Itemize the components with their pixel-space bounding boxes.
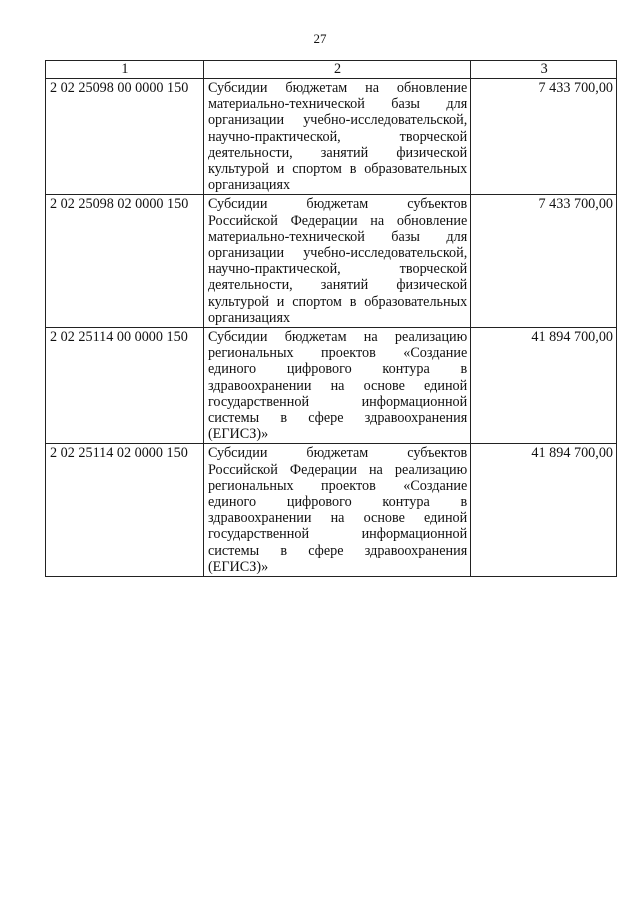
table-row: [46, 195, 617, 328]
column-header-description: 2: [203, 61, 470, 79]
revenue-amount: 41 894 700,00: [471, 328, 617, 444]
revenue-code: 2 02 25098 02 0000 150: [46, 195, 204, 328]
table-header-row: [46, 61, 617, 79]
budget-revenue-table: [45, 60, 617, 577]
column-header-amount: 3: [471, 61, 617, 79]
revenue-code: 2 02 25114 00 0000 150: [46, 328, 204, 444]
revenue-code: 2 02 25098 00 0000 150: [46, 79, 204, 195]
page-number: 27: [313, 31, 327, 46]
revenue-description: Субсидии бюджетам на реализацию региональных проектов «Создание единого цифрового контура в здравоохранении на основе единой государственной информационной системы в сфере здравоохранения (ЕГИСЗ)»: [203, 328, 470, 444]
table-row: [46, 328, 617, 444]
revenue-code: 2 02 25114 02 0000 150: [46, 444, 204, 577]
table-row: [46, 444, 617, 577]
revenue-amount: 7 433 700,00: [471, 195, 617, 328]
revenue-description: Субсидии бюджетам субъектов Российской Федерации на обновление материально-технической базы для организации учебно-исследовательской, научно-практической, творческой деятельности, занятий физической культурой и спортом в образовательных организациях: [203, 195, 470, 328]
revenue-amount: 7 433 700,00: [471, 79, 617, 195]
revenue-description: Субсидии бюджетам субъектов Российской Федерации на реализацию региональных проектов «Создание единого цифрового контура в здравоохранении на основе единой государственной информационной системы в сфере здравоохранения (ЕГИСЗ)»: [203, 444, 470, 577]
revenue-description: Субсидии бюджетам на обновление материально-технической базы для организации учебно-исследовательской, научно-практической, творческой деятельности, занятий физической культурой и спортом в образовательных организациях: [203, 79, 470, 195]
column-header-code: 1: [46, 61, 204, 79]
revenue-amount: 41 894 700,00: [471, 444, 617, 577]
table-row: [46, 79, 617, 195]
